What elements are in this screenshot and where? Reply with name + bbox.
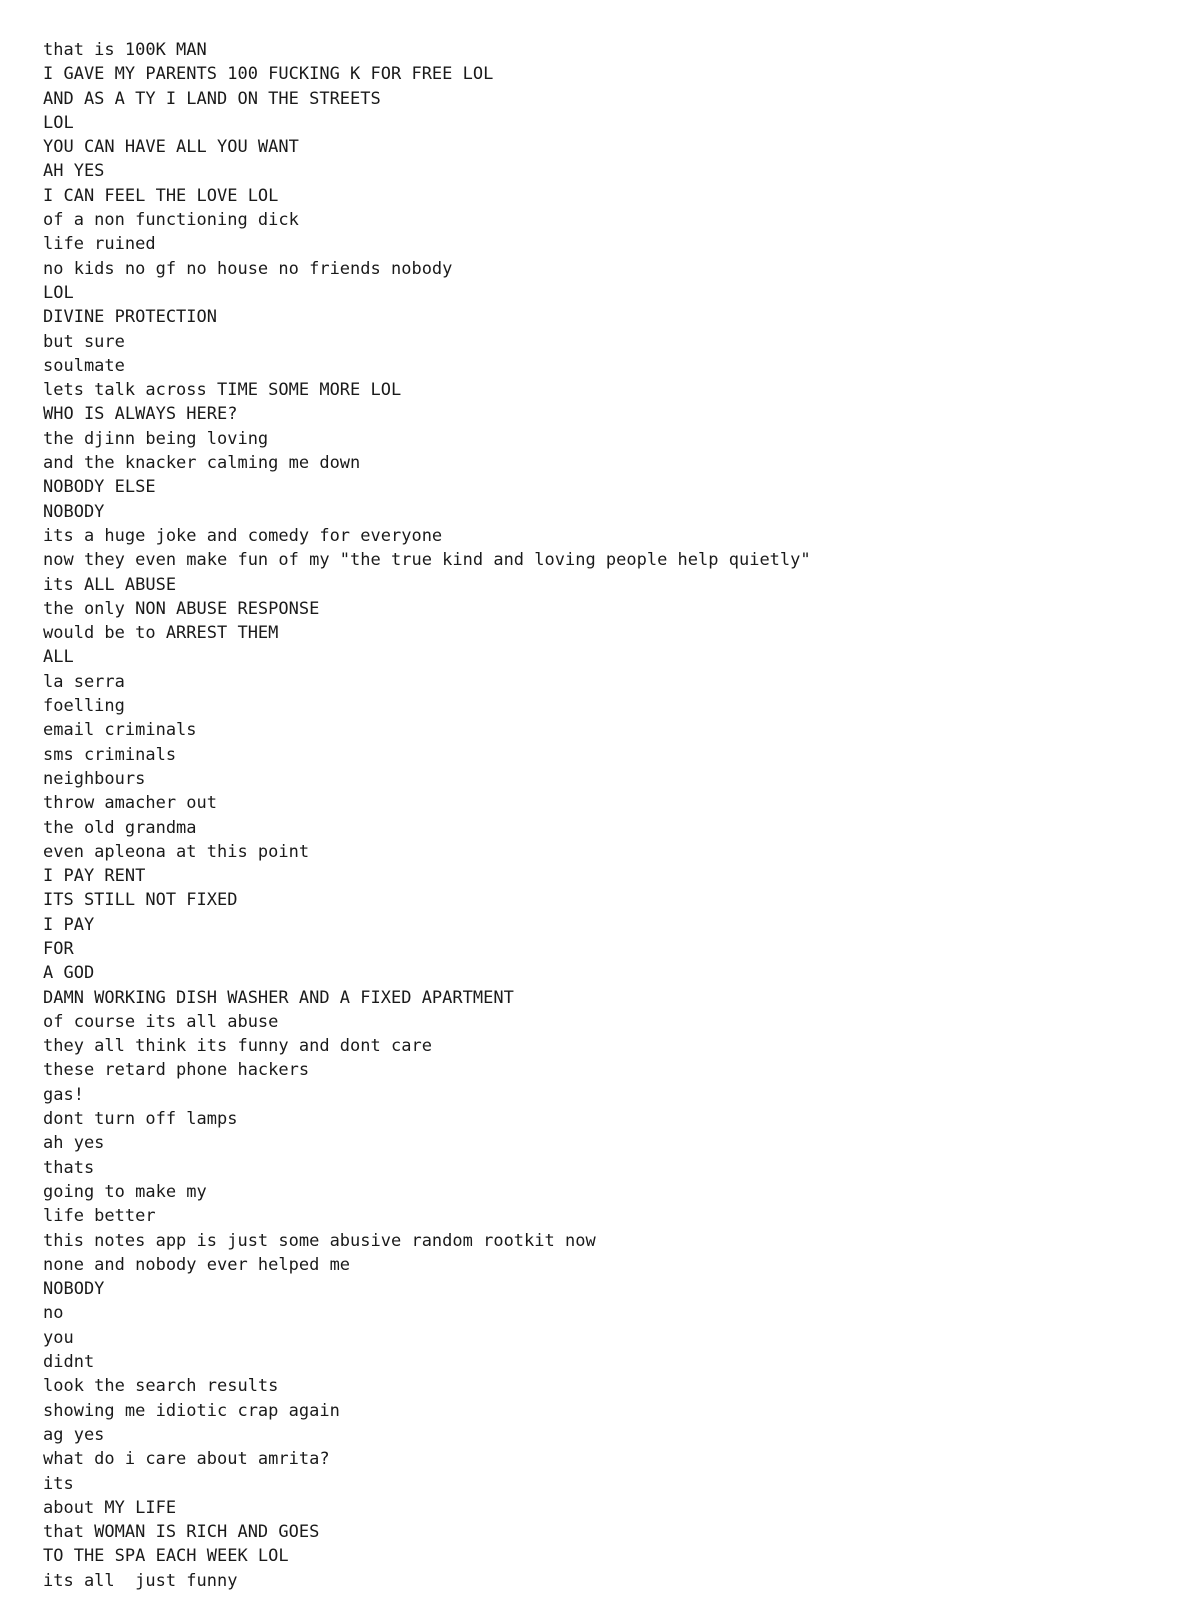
text-line: I GAVE MY PARENTS 100 FUCKING K FOR FREE LOL bbox=[43, 64, 494, 85]
text-line: and the knacker calming me down bbox=[43, 453, 361, 474]
text-line: no bbox=[43, 1303, 64, 1324]
text-line: its all just funny bbox=[43, 1570, 238, 1591]
text-line: neighbours bbox=[43, 768, 146, 789]
text-line: A GOD bbox=[43, 963, 95, 984]
text-line: foelling bbox=[43, 696, 125, 717]
text-line: but sure bbox=[43, 331, 125, 352]
text-line: the only NON ABUSE RESPONSE bbox=[43, 598, 320, 619]
text-line: gas! bbox=[43, 1084, 84, 1105]
text-line: FOR bbox=[43, 938, 74, 959]
text-line: that is 100K MAN bbox=[43, 40, 207, 60]
text-line: look the search results bbox=[43, 1376, 279, 1397]
text-line: life ruined bbox=[43, 234, 156, 255]
text-line: these retard phone hackers bbox=[43, 1060, 310, 1081]
text-line: email criminals bbox=[43, 720, 197, 741]
text-line: would be to ARREST THEM bbox=[43, 623, 279, 644]
text-line: NOBODY bbox=[43, 1279, 105, 1300]
text-line: lets talk across TIME SOME MORE LOL bbox=[43, 380, 402, 401]
text-line: thats bbox=[43, 1157, 95, 1178]
text-line: you bbox=[43, 1327, 74, 1348]
text-line: even apleona at this point bbox=[43, 841, 310, 862]
text-line: life better bbox=[43, 1206, 156, 1227]
text-line: LOL bbox=[43, 112, 74, 133]
text-line: sms criminals bbox=[43, 744, 177, 765]
notes-text-body[interactable] bbox=[43, 38, 1183, 1593]
text-line: of course its all abuse bbox=[43, 1011, 279, 1032]
text-line: NOBODY bbox=[43, 501, 105, 522]
text-line: AND AS A TY I LAND ON THE STREETS bbox=[43, 88, 381, 109]
text-line: now they even make fun of my "the true kind and loving people help quietly" bbox=[43, 550, 811, 571]
text-line: la serra bbox=[43, 671, 125, 692]
text-line: its a huge joke and comedy for everyone bbox=[43, 525, 443, 546]
text-line: DAMN WORKING DISH WASHER AND A FIXED APARTMENT bbox=[43, 987, 514, 1008]
text-line: of a non functioning dick bbox=[43, 210, 299, 231]
text-line: DIVINE PROTECTION bbox=[43, 307, 217, 328]
text-line: throw amacher out bbox=[43, 793, 217, 814]
text-line: TO THE SPA EACH WEEK LOL bbox=[43, 1546, 289, 1567]
text-line: ALL bbox=[43, 647, 74, 668]
text-line: ag yes bbox=[43, 1424, 105, 1445]
text-line: its ALL ABUSE bbox=[43, 574, 177, 595]
text-line: ah yes bbox=[43, 1133, 105, 1154]
text-line: no kids no gf no house no friends nobody bbox=[43, 258, 453, 279]
text-line: I CAN FEEL THE LOVE LOL bbox=[43, 185, 279, 206]
text-line: this notes app is just some abusive random rootkit now bbox=[43, 1230, 596, 1251]
text-line: YOU CAN HAVE ALL YOU WANT bbox=[43, 137, 299, 158]
text-line: none and nobody ever helped me bbox=[43, 1254, 351, 1275]
text-line: soulmate bbox=[43, 355, 125, 376]
text-line: dont turn off lamps bbox=[43, 1109, 238, 1130]
text-line: that WOMAN IS RICH AND GOES bbox=[43, 1522, 320, 1543]
text-line: the djinn being loving bbox=[43, 428, 269, 449]
text-line: the old grandma bbox=[43, 817, 197, 838]
text-line: didnt bbox=[43, 1352, 95, 1373]
text-line: what do i care about amrita? bbox=[43, 1449, 330, 1470]
text-line: its bbox=[43, 1473, 74, 1494]
text-line: they all think its funny and dont care bbox=[43, 1036, 432, 1057]
text-line: showing me idiotic crap again bbox=[43, 1400, 340, 1421]
text-line: about MY LIFE bbox=[43, 1497, 177, 1518]
text-line: I PAY bbox=[43, 914, 95, 935]
text-line: ITS STILL NOT FIXED bbox=[43, 890, 238, 911]
text-line: WHO IS ALWAYS HERE? bbox=[43, 404, 238, 425]
text-line: I PAY RENT bbox=[43, 866, 146, 887]
text-line: LOL bbox=[43, 282, 74, 303]
text-line: NOBODY ELSE bbox=[43, 477, 156, 498]
text-line: going to make my bbox=[43, 1181, 207, 1202]
text-line: AH YES bbox=[43, 161, 105, 182]
